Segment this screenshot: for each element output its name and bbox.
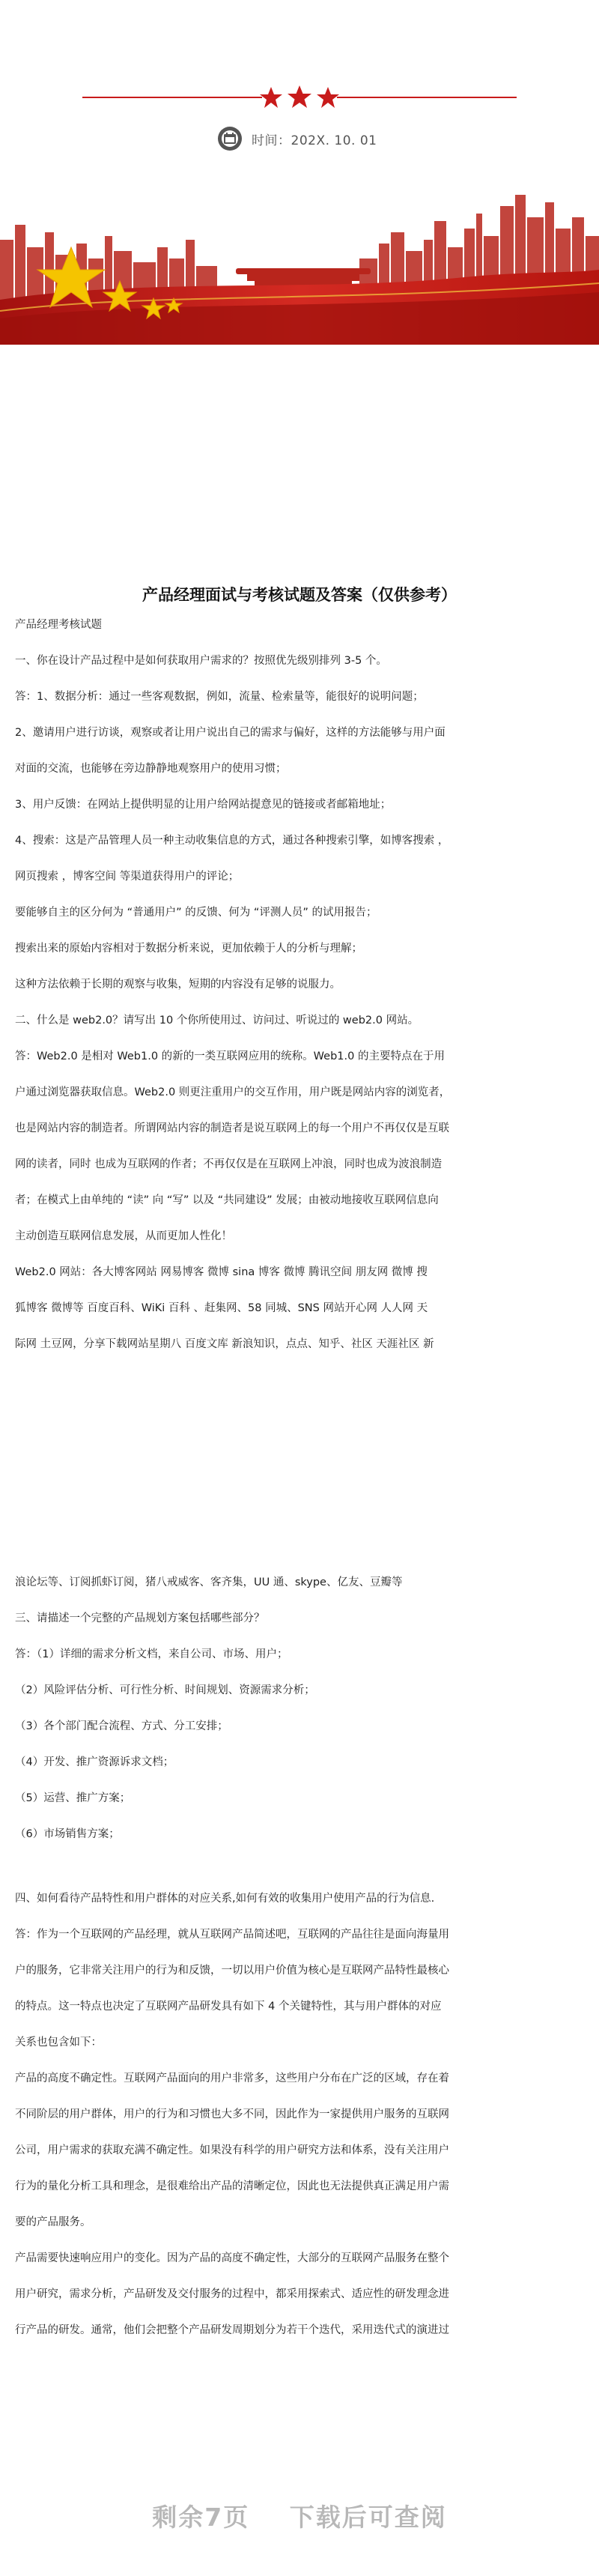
time-row bbox=[217, 126, 377, 151]
text-line: 网的读者，同时 也成为互联网的作者；不再仅仅是在互联网上冲浪，同时也成为波浪制造 bbox=[15, 1158, 443, 1170]
page2-text bbox=[15, 1572, 584, 1845]
text-line: 答：Web2.0 是相对 Web1.0 的新的一类互联网应用的统称。Web1.0 的主要特点在于用 bbox=[15, 1050, 445, 1062]
text-line: 答：（1）详细的需求分析文档，来自公司、市场、用户； bbox=[15, 1648, 288, 1660]
text-line: 关系也包含如下： bbox=[15, 2037, 102, 2049]
star-icon bbox=[317, 87, 339, 108]
text-line: 答：作为一个互联网的产品经理，就从互联网产品简述吧，互联网的产品往往是面向海量用 bbox=[15, 1929, 449, 1941]
text-line: 行产品的研发。通常，他们会把整个产品研发周期划分为若干个迭代，采用迭代式的演进过 bbox=[15, 2324, 449, 2336]
header-banner bbox=[0, 187, 599, 345]
text-line: 产品的高度不确定性。互联网产品面向的用户非常多，这些用户分布在广泛的区域，存在着 bbox=[15, 2072, 449, 2084]
text-line: 不同阶层的用户群体，用户的行为和习惯也大多不同，因此作为一家提供用户服务的互联网 bbox=[15, 2108, 449, 2120]
header-line-left bbox=[82, 97, 262, 98]
text-line: 浪论坛等、订阅抓虾订阅，猪八戒威客、客齐集，UU 通、skype、亿友、豆瓣等 bbox=[15, 1576, 403, 1588]
text-line: 2、邀请用户进行访谈，观察或者让用户说出自己的需求与偏好，这样的方法能够与用户面 bbox=[15, 727, 446, 739]
text-line: 网页搜索 ，博客空间 等渠道获得用户的评论； bbox=[15, 871, 240, 883]
text-line: 这种方法依赖于长期的观察与收集，短期的内容没有足够的说服力。 bbox=[15, 979, 341, 991]
text-line: 三、请描述一个完整的产品规划方案包括哪些部分？ bbox=[15, 1612, 265, 1624]
download-to-view[interactable]: 下载后可查阅 bbox=[289, 2503, 447, 2532]
text-line: 用户研究，需求分析，产品研发及交付服务的过程中，都采用探索式、适应性的研发理念进 bbox=[15, 2288, 449, 2300]
text-line: 3、用户反馈：在网站上提供明显的让用户给网站提意见的链接或者邮箱地址； bbox=[15, 799, 392, 811]
star-icon bbox=[288, 85, 311, 108]
text-line: 一、你在设计产品过程中是如何获取用户需求的？按照优先级别排列 3-5 个。 bbox=[15, 655, 387, 667]
text-line: 产品需要快速响应用户的变化。因为产品的高度不确定性，大部分的互联网产品服务在整个 bbox=[15, 2252, 449, 2264]
text-line: 者；在模式上由单纯的 “读” 向 “写” 以及 “共同建设” 发展；由被动地接收互联网信息向 bbox=[15, 1194, 439, 1206]
header-stars bbox=[255, 84, 344, 111]
text-line: 公司，用户需求的获取充满不确定性。如果没有科学的用户研究方法和体系，没有关注用户 bbox=[15, 2144, 449, 2156]
text-line: （3）各个部门配合流程、方式、分工安排； bbox=[15, 1720, 228, 1732]
page1-text bbox=[15, 614, 584, 1355]
star-icon bbox=[260, 87, 282, 108]
publish-time: 时间：202X. 10. 01 bbox=[252, 133, 377, 148]
text-line: （5）运营、推广方案； bbox=[15, 1792, 131, 1804]
text-line: 要能够自主的区分何为 “普通用户” 的反馈、何为 “评测人员” 的试用报告； bbox=[15, 907, 377, 919]
text-line: 产品经理考核试题 bbox=[15, 619, 102, 631]
text-line: Web2.0 网站：各大博客网站 网易博客 微博 sina 博客 微博 腾讯空间 朋友网 微博 搜 bbox=[15, 1266, 428, 1278]
text-line: 答：1、数据分析：通过一些客观数据，例如，流量、检索量等，能很好的说明问题； bbox=[15, 691, 424, 703]
text-line: 搜索出来的原始内容相对于数据分析来说，更加依赖于人的分析与理解； bbox=[15, 943, 362, 955]
text-line: 的特点。这一特点也决定了互联网产品研发具有如下 4 个关键特性，其与用户群体的对应 bbox=[15, 2001, 442, 2013]
text-line: 也是网站内容的制造者。所谓网站内容的制造者是说互联网上的每一个用户不再仅仅是互联 bbox=[15, 1122, 449, 1134]
remaining-pages[interactable]: 剩余7页 bbox=[152, 2503, 250, 2532]
text-line: 际网 土豆网，分享下载网站星期八 百度文库 新浪知识，点点、知乎、社区 天涯社区 新 bbox=[15, 1338, 434, 1350]
text-line: （4）开发、推广资源诉求文档； bbox=[15, 1756, 174, 1768]
text-line: 4、搜索：这是产品管理人员一种主动收集信息的方式，通过各种搜索引擎，如博客搜索 ， bbox=[15, 835, 449, 847]
text-line: 对面的交流，也能够在旁边静静地观察用户的使用习惯； bbox=[15, 763, 287, 775]
text-line: （2）风险评估分析、可行性分析、时间规划、资源需求分析； bbox=[15, 1684, 315, 1696]
text-line: 二、什么是 web2.0？请写出 10 个你所使用过、访问过、听说过的 web2.0 网站。 bbox=[15, 1015, 419, 1027]
text-line: 户通过浏览器获取信息。Web2.0 则更注重用户的交互作用，用户既是网站内容的浏览者， bbox=[15, 1086, 451, 1098]
document-title: 产品经理面试与考核试题及答案（仅供参考） bbox=[142, 586, 457, 604]
text-line: 行为的量化分析工具和理念，是很难给出产品的清晰定位，因此也无法提供真正满足用户需 bbox=[15, 2180, 449, 2192]
text-line: 狐博客 微博等 百度百科、WiKi 百科 、赶集网、58 同城、SNS 网站开心网 人人网 天 bbox=[15, 1302, 428, 1314]
text-line: 四、如何看待产品特性和用户群体的对应关系,如何有效的收集用户使用产品的行为信息. bbox=[15, 1893, 435, 1905]
header-line-right bbox=[337, 97, 517, 98]
text-line: （6）市场销售方案； bbox=[15, 1828, 120, 1840]
text-line: 要的产品服务。 bbox=[15, 2216, 91, 2228]
download-prompt[interactable] bbox=[0, 2498, 599, 2533]
text-line: 户的服务，它非常关注用户的行为和反馈，一切以用户价值为核心是互联网产品特性最核心 bbox=[15, 1965, 449, 1977]
page3-text bbox=[15, 1888, 584, 2341]
clock-icon bbox=[217, 126, 243, 151]
text-line: 主动创造互联网信息发展，从而更加人性化！ bbox=[15, 1230, 232, 1242]
